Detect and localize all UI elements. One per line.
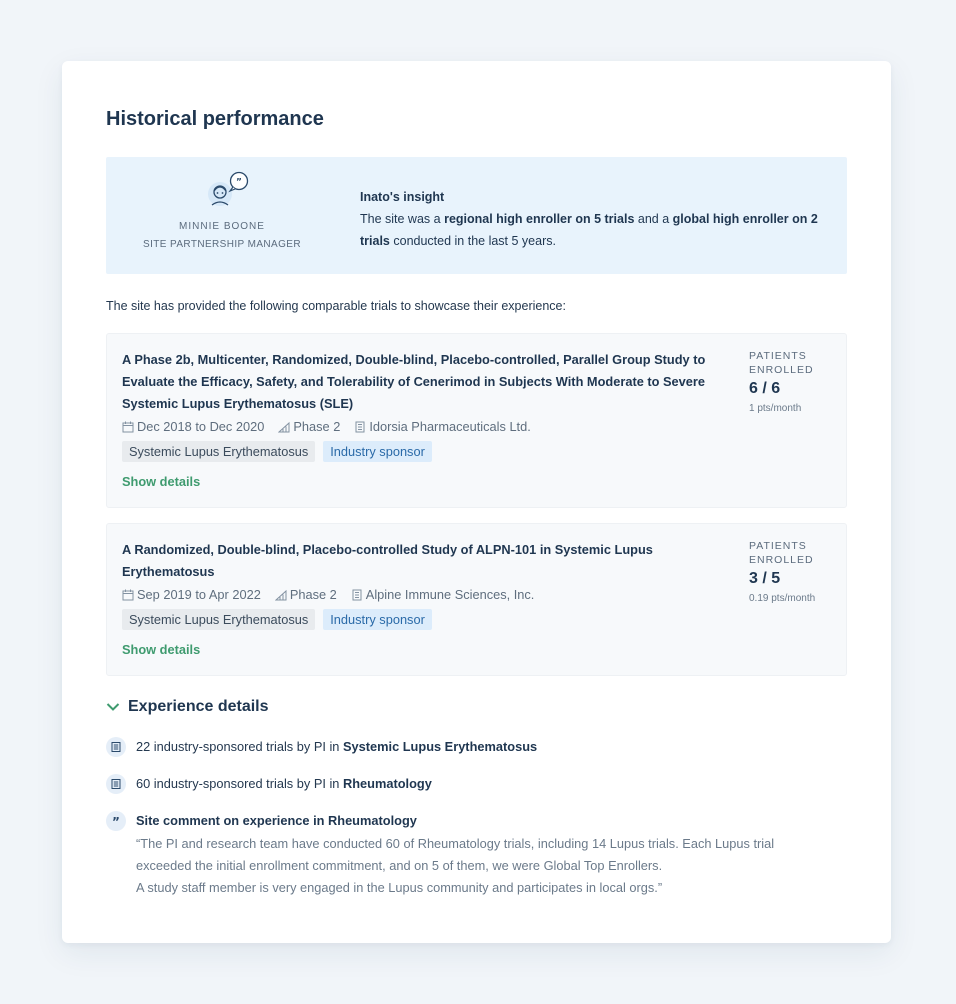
trial-tags bbox=[122, 609, 440, 630]
building-icon bbox=[351, 589, 363, 601]
enrollment-stats bbox=[749, 539, 839, 604]
enrolled-count: 3 / 5 bbox=[749, 570, 781, 587]
phase-icon bbox=[278, 421, 290, 433]
trial-dates: Dec 2018 to Dec 2020 bbox=[137, 419, 265, 434]
experience-details-toggle[interactable] bbox=[106, 698, 269, 716]
stats-label: ENROLLED bbox=[749, 364, 814, 376]
manager-name: MINNIE BOONE bbox=[179, 221, 265, 232]
comment-line: A study staff member is very engaged in the Lupus community and participates in local orgs.” bbox=[136, 880, 663, 895]
quote-icon bbox=[106, 811, 126, 831]
experience-item bbox=[106, 774, 432, 794]
stats-label: ENROLLED bbox=[749, 554, 814, 566]
experience-item-prefix: 22 industry-sponsored trials by PI in bbox=[136, 739, 343, 754]
trial-card bbox=[106, 523, 847, 676]
insight-text-part: The site was a bbox=[360, 212, 445, 226]
document-icon bbox=[106, 774, 126, 794]
experience-item-prefix: 60 industry-sponsored trials by PI in bbox=[136, 776, 343, 791]
trial-title: A Randomized, Double-blind, Placebo-controlled Study of ALPN-101 in Systemic Lupus Erythematosus bbox=[122, 542, 653, 579]
svg-text:”: ” bbox=[112, 815, 120, 827]
svg-text:”: ” bbox=[236, 177, 242, 188]
trial-tags bbox=[122, 441, 440, 462]
show-details-link[interactable]: Show details bbox=[122, 642, 201, 657]
experience-item-area: Rheumatology bbox=[342, 776, 432, 791]
experience-item-area: Systemic Lupus Erythematosus bbox=[342, 739, 538, 754]
insight-text-part: and a bbox=[634, 212, 673, 226]
enrollment-rate: 1 pts/month bbox=[749, 403, 802, 414]
stats-label: PATIENTS bbox=[749, 540, 807, 552]
phase-icon bbox=[275, 589, 287, 601]
insight-heading: Inato's insight bbox=[360, 190, 445, 204]
trial-sponsor: Alpine Immune Sciences, Inc. bbox=[365, 587, 535, 602]
condition-tag: Systemic Lupus Erythematosus bbox=[122, 441, 315, 462]
insight-text bbox=[360, 186, 830, 252]
enrollment-stats bbox=[749, 349, 839, 414]
trial-meta bbox=[122, 587, 534, 602]
comment-line: “The PI and research team have conducted 60 of Rheumatology trials, including 14 Lupus trials. Each Lupus trial bbox=[136, 836, 775, 851]
manager-role: SITE PARTNERSHIP MANAGER bbox=[143, 239, 301, 250]
insight-highlight: regional high enroller on 5 trials bbox=[444, 212, 635, 226]
show-details-link[interactable]: Show details bbox=[122, 474, 201, 489]
building-icon bbox=[354, 421, 366, 433]
enrollment-rate: 0.19 pts/month bbox=[749, 593, 816, 604]
trial-dates: Sep 2019 to Apr 2022 bbox=[137, 587, 261, 602]
stats-label: PATIENTS bbox=[749, 350, 807, 362]
trial-phase: Phase 2 bbox=[293, 419, 341, 434]
experience-details-label: Experience details bbox=[128, 698, 269, 715]
document-icon bbox=[106, 737, 126, 757]
enrolled-count: 6 / 6 bbox=[749, 380, 781, 397]
insight-panel bbox=[106, 157, 847, 274]
sponsor-tag: Industry sponsor bbox=[323, 441, 432, 462]
experience-item-text bbox=[136, 737, 537, 757]
trial-meta bbox=[122, 419, 531, 434]
trial-card bbox=[106, 333, 847, 508]
experience-item bbox=[106, 737, 537, 757]
site-comment-title: Site comment on experience in Rheumatology bbox=[136, 813, 417, 828]
site-comment-body bbox=[136, 833, 836, 899]
site-comment bbox=[106, 811, 417, 831]
insight-text-part: conducted in the last 5 years. bbox=[389, 234, 556, 248]
trial-sponsor: Idorsia Pharmaceuticals Ltd. bbox=[369, 419, 531, 434]
trials-intro: The site has provided the following comparable trials to showcase their experience: bbox=[106, 299, 566, 313]
insight-highlight: global high enroller on 2 trials bbox=[360, 212, 818, 248]
chevron-down-icon bbox=[106, 702, 120, 712]
sponsor-tag: Industry sponsor bbox=[323, 609, 432, 630]
page-title: Historical performance bbox=[106, 108, 324, 130]
historical-performance-card bbox=[62, 61, 891, 943]
experience-item-text bbox=[136, 774, 432, 794]
comment-line: exceeded the initial enrollment commitment, and on 5 of them, we were Global Top Enrollers. bbox=[136, 858, 663, 873]
calendar-icon bbox=[122, 589, 134, 601]
condition-tag: Systemic Lupus Erythematosus bbox=[122, 609, 315, 630]
manager-avatar-icon bbox=[204, 171, 252, 211]
calendar-icon bbox=[122, 421, 134, 433]
trial-phase: Phase 2 bbox=[289, 587, 337, 602]
trial-title: A Phase 2b, Multicenter, Randomized, Double-blind, Placebo-controlled, Parallel Group Study to Evaluate the Efficacy, Safety, and Tolerability of Cenerimod in Subjects With Moderate to Severe Systemic Lupus Erythematosus (SLE) bbox=[122, 352, 706, 411]
manager-block bbox=[106, 157, 338, 274]
